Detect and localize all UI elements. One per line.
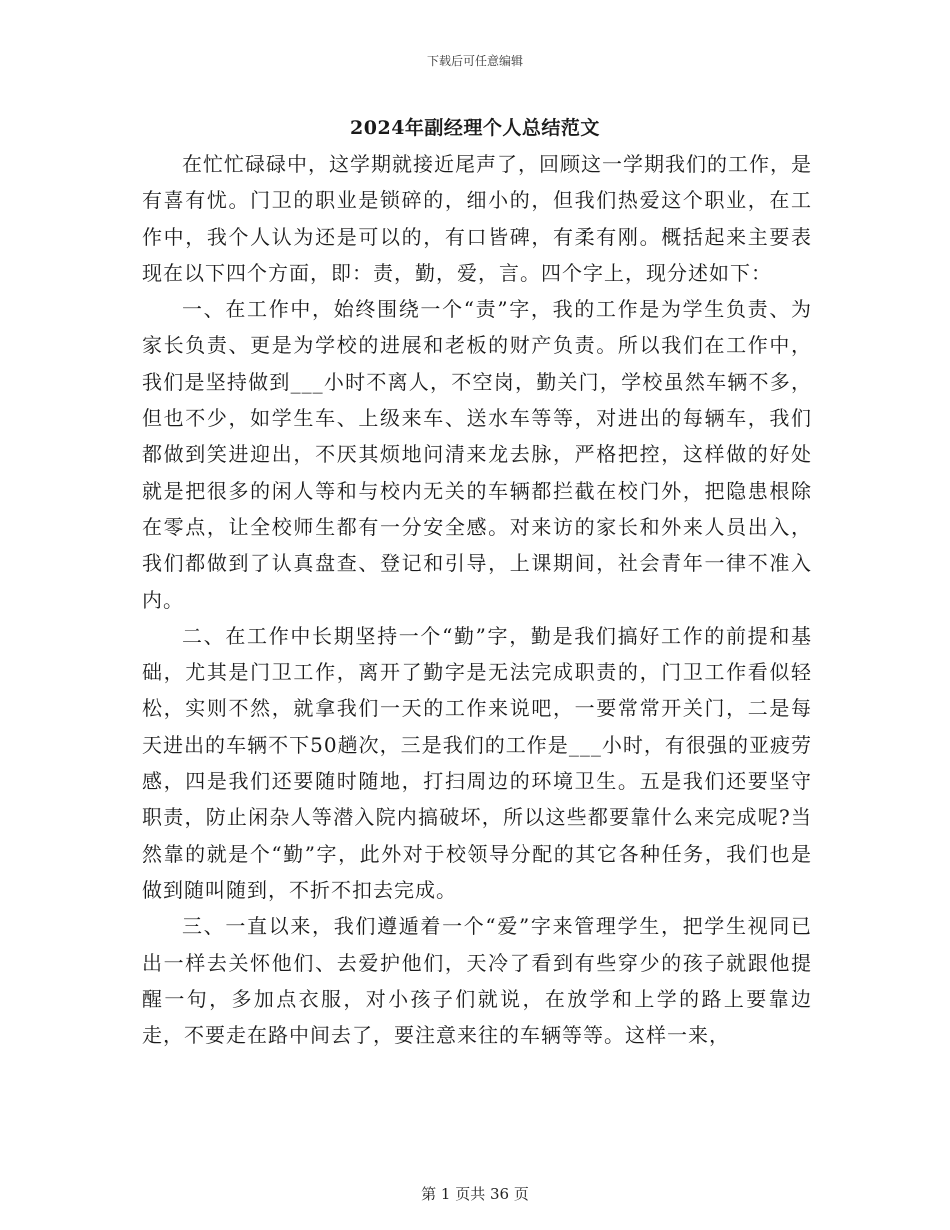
page-number-footer: 第 1 页共 36 页 xyxy=(421,1185,529,1203)
paragraph-responsibility: 一、在工作中，始终围绕一个“责”字，我的工作是为学生负责、为家长负责、更是为学校的进展和老板的财产负责。所以我们在工作中，我们是坚持做到___小时不离人，不空岗，勤关门，学校虽然车辆不多，但也不少，如学生车、上级来车、送水车等等，对进出的每辆车，我们都做到笑进迎出，不厌其烦地问清来龙去脉，严格把控，这样做的好处就是把很多的闲人等和与校内无关的车辆都拦截在校门外，把隐患根除在零点，让全校师生都有一分安全感。对来访的家长和外来人员出入，我们都做到了认真盘查、登记和引导，上课期间，社会青年一律不准入内。 xyxy=(142,297,812,612)
page-header-note: 下载后可任意编辑 xyxy=(426,54,523,68)
paragraph-care: 三、一直以来，我们遵遁着一个“爱”字来管理学生，把学生视同已出一样去关怀他们、去爱护他们，天冷了看到有些穿少的孩子就跟他提醒一句，多加点衣服，对小孩子们就说，在放学和上学的路上要靠边走，不要走在路中间去了，要注意来往的车辆等等。这样一来， xyxy=(142,914,812,1048)
paragraph-diligence: 二、在工作中长期坚持一个“勤”字，勤是我们搞好工作的前提和基础，尤其是门卫工作，离开了勤字是无法完成职责的，门卫工作看似轻松，实则不然，就拿我们一天的工作来说吧，一要常常开关门，二是每天进出的车辆不下50趟次，三是我们的工作是___小时，有很强的亚疲劳感，四是我们还要随时随地，打扫周边的环境卫生。五是我们还要坚守职责，防止闲杂人等潜入院内搞破坏，所以这些都要靠什么来完成呢?当然靠的就是个“勤”字，此外对于校领导分配的其它各种任务，我们也是做到随叫随到，不折不扣去完成。 xyxy=(142,623,812,902)
document-title: 2024年副经理个人总结范文 xyxy=(350,117,600,139)
document-body xyxy=(142,146,812,1053)
paragraph-intro: 在忙忙碌碌中，这学期就接近尾声了，回顾这一学期我们的工作，是有喜有忧。门卫的职业是锁碎的，细小的，但我们热爱这个职业，在工作中，我个人认为还是可以的，有口皆碑，有柔有刚。概括起来主要表现在以下四个方面，即：责，勤，爱，言。四个字上，现分述如下： xyxy=(142,152,812,285)
